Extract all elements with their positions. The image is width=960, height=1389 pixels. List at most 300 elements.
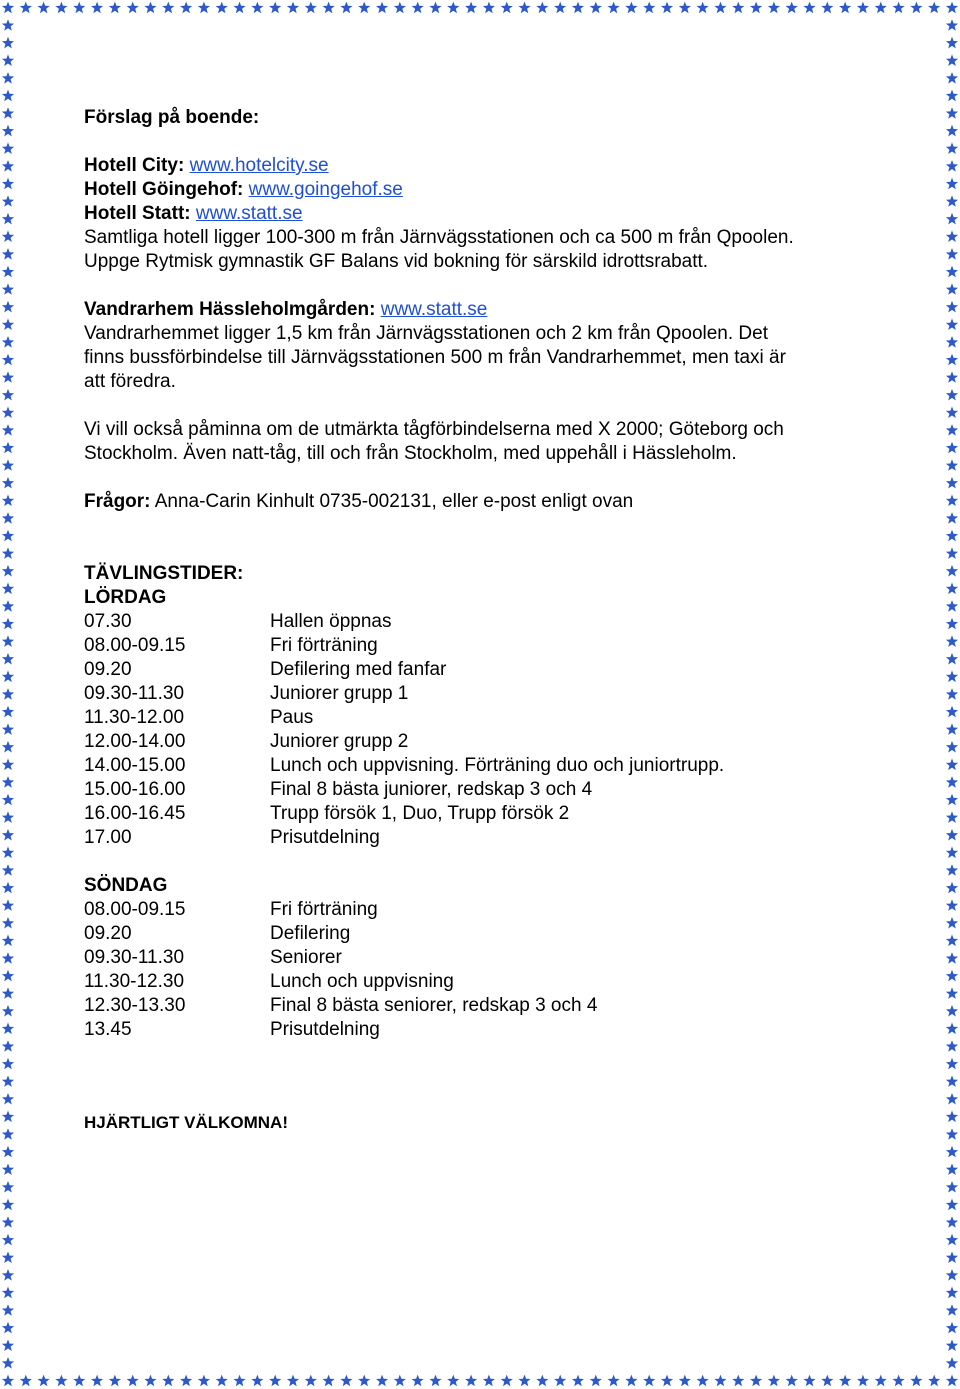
schedule-row (84, 970, 884, 994)
star-icon (2, 1304, 14, 1316)
star-icon (732, 2, 744, 14)
hotel-link[interactable]: www.hotelcity.se (189, 155, 329, 176)
star-icon (946, 811, 958, 823)
star-icon (412, 1375, 424, 1387)
star-icon (946, 618, 958, 630)
schedule-time: 09.30-11.30 (84, 947, 185, 968)
schedule-row (84, 802, 884, 826)
star-icon (20, 1375, 32, 1387)
schedule-time: 08.00-09.15 (84, 899, 186, 920)
star-icon (2, 1023, 14, 1035)
hostel-text: finns bussförbindelse till Järnvägsstationen 500 m från Vandrarhemmet, men taxi är (84, 347, 786, 368)
star-icon (109, 1375, 121, 1387)
star-icon (946, 952, 958, 964)
hotel-label: Hotell Statt: (84, 203, 196, 224)
star-icon (251, 2, 263, 14)
star-icon (946, 283, 958, 295)
star-icon (946, 688, 958, 700)
star-icon (501, 1375, 513, 1387)
star-icon (2, 1234, 14, 1246)
schedule-event: Paus (270, 707, 314, 728)
star-icon (55, 1375, 67, 1387)
star-icon (394, 1375, 406, 1387)
schedule-time: 11.30-12.00 (84, 707, 185, 728)
star-icon (946, 2, 958, 14)
schedule-event: Prisutdelning (270, 1019, 380, 1040)
star-icon (2, 495, 14, 507)
star-icon (946, 1075, 958, 1087)
star-icon (946, 1181, 958, 1193)
schedule-event: Defilering (270, 923, 351, 944)
star-icon (946, 1023, 958, 1035)
star-icon (946, 759, 958, 771)
star-icon (946, 72, 958, 84)
hotel-line (84, 202, 884, 226)
star-icon (946, 389, 958, 401)
star-icon (2, 283, 14, 295)
reminder-text: Stockholm. Även natt-tåg, till och från Stockholm, med uppehåll i Hässleholm. (84, 443, 737, 464)
accommodation-heading: Förslag på boende: (84, 107, 260, 128)
star-icon (2, 811, 14, 823)
star-icon (946, 107, 958, 119)
star-icon (287, 1375, 299, 1387)
star-icon (910, 1375, 922, 1387)
hotel-line (84, 178, 884, 202)
star-icon (2, 266, 14, 278)
star-icon (144, 1375, 156, 1387)
star-icon (216, 1375, 228, 1387)
star-icon (786, 1375, 798, 1387)
sunday-schedule (84, 898, 884, 1042)
star-icon (2, 1005, 14, 1017)
schedule-event: Defilering med fanfar (270, 659, 447, 680)
star-icon (946, 248, 958, 260)
star-icon (643, 2, 655, 14)
schedule-time: 15.00-16.00 (84, 779, 186, 800)
star-icon (2, 653, 14, 665)
star-icon (2, 1375, 14, 1387)
schedule-row (84, 898, 884, 922)
questions-line (84, 490, 884, 514)
star-icon (946, 864, 958, 876)
star-icon (608, 1375, 620, 1387)
star-icon (465, 1375, 477, 1387)
star-icon (946, 829, 958, 841)
star-icon (2, 952, 14, 964)
hostel-text: att föredra. (84, 371, 176, 392)
star-icon (518, 2, 530, 14)
star-icon (714, 1375, 726, 1387)
star-icon (946, 899, 958, 911)
star-icon (91, 1375, 103, 1387)
schedule-row (84, 634, 884, 658)
star-icon (946, 90, 958, 102)
star-icon (2, 635, 14, 647)
star-icon (2, 1128, 14, 1140)
schedule-time: 12.30-13.30 (84, 995, 186, 1016)
star-icon (875, 2, 887, 14)
star-icon (2, 1269, 14, 1281)
schedule-time: 09.20 (84, 923, 132, 944)
star-icon (2, 917, 14, 929)
schedule-row (84, 1018, 884, 1042)
star-icon (714, 2, 726, 14)
star-icon (946, 160, 958, 172)
star-icon (946, 1163, 958, 1175)
hostel-line (84, 298, 884, 322)
star-icon (162, 2, 174, 14)
schedule-event: Final 8 bästa juniorer, redskap 3 och 4 (270, 779, 593, 800)
star-icon (162, 1375, 174, 1387)
star-icon (821, 2, 833, 14)
star-icon (946, 213, 958, 225)
star-icon (2, 424, 14, 436)
star-icon (447, 2, 459, 14)
star-icon (2, 741, 14, 753)
star-icon (2, 530, 14, 542)
star-icon (946, 512, 958, 524)
star-icon (305, 2, 317, 14)
star-icon (251, 1375, 263, 1387)
star-icon (768, 1375, 780, 1387)
schedule-event: Juniorer grupp 2 (270, 731, 409, 752)
star-icon (2, 371, 14, 383)
star-icon (2, 1146, 14, 1158)
star-icon (946, 407, 958, 419)
schedule-time: 16.00-16.45 (84, 803, 186, 824)
star-icon (946, 178, 958, 190)
star-icon (358, 1375, 370, 1387)
star-icon (946, 354, 958, 366)
star-icon (946, 1304, 958, 1316)
closing-greeting: HJÄRTLIGT VÄLKOMNA! (84, 1113, 288, 1132)
star-icon (946, 882, 958, 894)
star-icon (2, 442, 14, 454)
star-icon (2, 54, 14, 66)
reminder-text: Vi vill också påminna om de utmärkta tågförbindelserna med X 2000; Göteborg och (84, 419, 784, 440)
star-icon (946, 1339, 958, 1351)
star-icon (269, 1375, 281, 1387)
star-icon (2, 19, 14, 31)
schedule-event: Seniorer (270, 947, 342, 968)
star-icon (946, 1040, 958, 1052)
star-icon (928, 2, 940, 14)
star-icon (946, 1128, 958, 1140)
star-icon (857, 1375, 869, 1387)
star-icon (2, 37, 14, 49)
star-icon (429, 2, 441, 14)
star-icon (2, 1357, 14, 1369)
schedule-row (84, 682, 884, 706)
star-icon (946, 635, 958, 647)
star-icon (2, 935, 14, 947)
star-icon (2, 671, 14, 683)
star-icon (2, 72, 14, 84)
star-icon (73, 1375, 85, 1387)
star-icon (946, 917, 958, 929)
star-icon (661, 1375, 673, 1387)
star-icon (2, 512, 14, 524)
schedule-event: Lunch och uppvisning. Förträning duo och juniortrupp. (270, 755, 725, 776)
hostel-text: Vandrarhemmet ligger 1,5 km från Järnvägsstationen och 2 km från Qpoolen. Det (84, 323, 768, 344)
star-icon (2, 1163, 14, 1175)
star-icon (946, 442, 958, 454)
star-icon (2, 794, 14, 806)
schedule-time: 07.30 (84, 611, 132, 632)
star-icon (2, 882, 14, 894)
star-icon (554, 2, 566, 14)
star-icon (447, 1375, 459, 1387)
star-icon (946, 600, 958, 612)
star-icon (38, 1375, 50, 1387)
star-icon (946, 125, 958, 137)
star-icon (946, 565, 958, 577)
star-icon (198, 2, 210, 14)
star-icon (2, 407, 14, 419)
hotel-link[interactable]: www.statt.se (195, 203, 303, 224)
star-icon (697, 2, 709, 14)
star-icon (2, 336, 14, 348)
schedule-time: 09.20 (84, 659, 132, 680)
star-icon (2, 125, 14, 137)
hotels-note: Samtliga hotell ligger 100-300 m från Järnvägsstationen och ca 500 m från Qpoolen. (84, 227, 794, 248)
schedule-event: Final 8 bästa seniorer, redskap 3 och 4 (270, 995, 598, 1016)
star-icon (2, 1287, 14, 1299)
star-icon (2, 1322, 14, 1334)
hostel-link[interactable]: www.statt.se (380, 299, 488, 320)
star-icon (946, 776, 958, 788)
star-icon (910, 2, 922, 14)
star-icon (73, 2, 85, 14)
star-icon (946, 741, 958, 753)
star-icon (465, 2, 477, 14)
star-icon (2, 759, 14, 771)
star-icon (946, 987, 958, 999)
star-icon (946, 847, 958, 859)
star-icon (946, 1199, 958, 1211)
star-icon (2, 829, 14, 841)
star-icon (198, 1375, 210, 1387)
star-icon (2, 213, 14, 225)
star-icon (501, 2, 513, 14)
star-icon (340, 1375, 352, 1387)
star-icon (180, 1375, 192, 1387)
star-icon (803, 1375, 815, 1387)
schedule-event: Fri förträning (270, 899, 378, 920)
star-icon (536, 1375, 548, 1387)
star-icon (234, 2, 246, 14)
star-icon (2, 706, 14, 718)
star-icon (803, 2, 815, 14)
star-icon (946, 37, 958, 49)
star-icon (2, 1199, 14, 1211)
star-icon (661, 2, 673, 14)
schedule-time: 14.00-15.00 (84, 755, 186, 776)
day-heading-saturday: LÖRDAG (84, 587, 167, 608)
star-icon (946, 1322, 958, 1334)
star-icon (412, 2, 424, 14)
schedule-row (84, 658, 884, 682)
star-icon (2, 477, 14, 489)
star-icon (127, 1375, 139, 1387)
star-icon (269, 2, 281, 14)
star-icon (287, 2, 299, 14)
star-icon (2, 600, 14, 612)
star-icon (946, 336, 958, 348)
star-icon (946, 970, 958, 982)
schedule-event: Hallen öppnas (270, 611, 392, 632)
schedule-row (84, 706, 884, 730)
star-icon (946, 1357, 958, 1369)
star-icon (946, 547, 958, 559)
schedule-row (84, 922, 884, 946)
star-icon (2, 1181, 14, 1193)
star-icon (786, 2, 798, 14)
star-icon (305, 1375, 317, 1387)
star-icon (2, 899, 14, 911)
star-icon (893, 1375, 905, 1387)
star-icon (2, 847, 14, 859)
schedule-time: 11.30-12.30 (84, 971, 185, 992)
star-icon (2, 565, 14, 577)
star-icon (2, 107, 14, 119)
day-heading-sunday: SÖNDAG (84, 875, 168, 896)
star-icon (2, 1111, 14, 1123)
star-icon (2, 1093, 14, 1105)
star-icon (946, 723, 958, 735)
star-icon (2, 178, 14, 190)
star-icon (946, 1005, 958, 1017)
star-icon (625, 1375, 637, 1387)
star-icon (2, 970, 14, 982)
star-icon (946, 935, 958, 947)
star-icon (946, 1375, 958, 1387)
star-icon (2, 318, 14, 330)
star-icon (750, 2, 762, 14)
hostel-label: Vandrarhem Hässleholmgården: (84, 299, 381, 320)
star-icon (572, 2, 584, 14)
schedule-time: 17.00 (84, 827, 132, 848)
star-icon (323, 2, 335, 14)
star-icon (679, 1375, 691, 1387)
star-icon (216, 2, 228, 14)
hotel-line (84, 154, 884, 178)
star-icon (946, 230, 958, 242)
star-icon (875, 1375, 887, 1387)
schedule-heading: TÄVLINGSTIDER: (84, 563, 244, 584)
schedule-row (84, 994, 884, 1018)
star-icon (2, 583, 14, 595)
star-icon (55, 2, 67, 14)
star-icon (2, 776, 14, 788)
star-icon (2, 1216, 14, 1228)
star-icon (946, 1111, 958, 1123)
star-icon (821, 1375, 833, 1387)
star-icon (2, 354, 14, 366)
star-icon (2, 864, 14, 876)
star-icon (340, 2, 352, 14)
star-icon (946, 477, 958, 489)
star-icon (946, 794, 958, 806)
schedule-row (84, 610, 884, 634)
schedule-time: 09.30-11.30 (84, 683, 185, 704)
questions-text: Anna-Carin Kinhult 0735-002131, eller e-post enligt ovan (150, 491, 634, 512)
star-icon (2, 248, 14, 260)
star-icon (946, 495, 958, 507)
star-icon (2, 1339, 14, 1351)
star-icon (554, 1375, 566, 1387)
star-icon (180, 2, 192, 14)
schedule-row (84, 946, 884, 970)
star-icon (946, 671, 958, 683)
star-icon (376, 1375, 388, 1387)
hotel-link[interactable]: www.goingehof.se (248, 179, 403, 200)
star-icon (839, 1375, 851, 1387)
star-icon (928, 1375, 940, 1387)
star-icon (2, 618, 14, 630)
star-icon (946, 1287, 958, 1299)
star-icon (946, 424, 958, 436)
star-icon (2, 230, 14, 242)
star-icon (946, 1234, 958, 1246)
schedule-row (84, 778, 884, 802)
star-icon (358, 2, 370, 14)
hotel-label: Hotell City: (84, 155, 190, 176)
star-icon (2, 688, 14, 700)
star-icon (2, 987, 14, 999)
star-icon (946, 459, 958, 471)
schedule-event: Trupp försök 1, Duo, Trupp försök 2 (270, 803, 570, 824)
star-icon (608, 2, 620, 14)
questions-label: Frågor: (84, 491, 151, 512)
star-icon (679, 2, 691, 14)
star-icon (38, 2, 50, 14)
star-icon (946, 371, 958, 383)
star-icon (750, 1375, 762, 1387)
star-icon (625, 2, 637, 14)
star-icon (946, 1146, 958, 1158)
star-icon (109, 2, 121, 14)
star-icon (946, 706, 958, 718)
star-icon (697, 1375, 709, 1387)
star-icon (91, 2, 103, 14)
hotel-label: Hotell Göingehof: (84, 179, 249, 200)
star-icon (429, 1375, 441, 1387)
schedule-row (84, 754, 884, 778)
star-icon (144, 2, 156, 14)
star-icon (946, 19, 958, 31)
star-icon (2, 160, 14, 172)
star-icon (376, 2, 388, 14)
star-icon (946, 54, 958, 66)
star-icon (234, 1375, 246, 1387)
star-icon (2, 1058, 14, 1070)
star-icon (483, 1375, 495, 1387)
star-icon (2, 547, 14, 559)
star-icon (2, 723, 14, 735)
star-icon (590, 2, 602, 14)
star-icon (732, 1375, 744, 1387)
star-icon (2, 1075, 14, 1087)
saturday-schedule (84, 610, 884, 850)
star-icon (946, 301, 958, 313)
star-icon (2, 1251, 14, 1263)
star-icon (946, 1216, 958, 1228)
star-icon (590, 1375, 602, 1387)
star-icon (323, 1375, 335, 1387)
star-icon (483, 2, 495, 14)
schedule-event: Fri förträning (270, 635, 378, 656)
